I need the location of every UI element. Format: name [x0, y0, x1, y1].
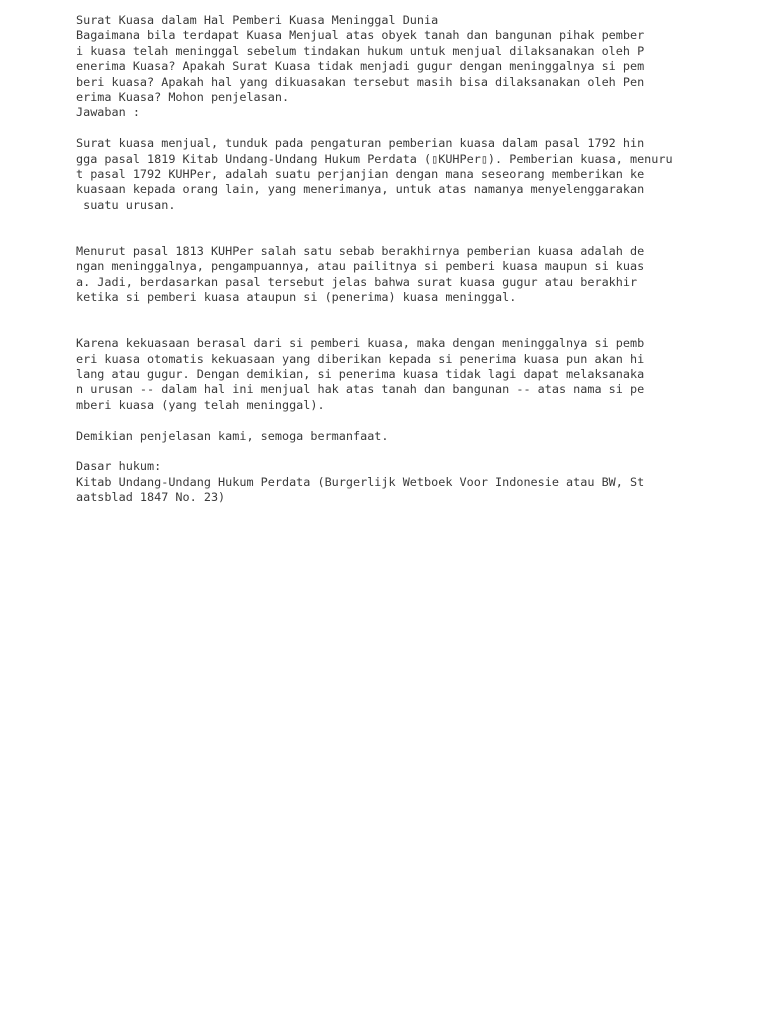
answer-paragraph-2	[76, 244, 716, 306]
paragraph-line: Surat kuasa menjual, tunduk pada pengaturan pemberian kuasa dalam pasal 1792 hin	[76, 136, 645, 151]
question-line: erima Kuasa? Mohon penjelasan.	[76, 89, 290, 104]
legal-basis-line: Kitab Undang-Undang Hukum Perdata (Burgerlijk Wetboek Voor Indonesie atau BW, St	[76, 474, 645, 489]
paragraph-line: eri kuasa otomatis kekuasaan yang diberikan kepada si penerima kuasa pun akan hi	[76, 351, 645, 366]
spacer	[76, 228, 716, 243]
answer-paragraph-1	[76, 136, 716, 213]
question-line: i kuasa telah meninggal sebelum tindakan hukum untuk menjual dilaksanakan oleh P	[76, 43, 645, 58]
paragraph-line: a. Jadi, berdasarkan pasal tersebut jelas bahwa surat kuasa gugur atau berakhir	[76, 274, 638, 289]
question-line: Bagaimana bila terdapat Kuasa Menjual atas obyek tanah dan bangunan pihak pember	[76, 28, 645, 43]
document-title: Surat Kuasa dalam Hal Pemberi Kuasa Meninggal Dunia	[76, 13, 439, 27]
closing-text: Demikian penjelasan kami, semoga bermanfaat.	[76, 428, 389, 443]
legal-basis	[76, 475, 716, 506]
legal-basis-line: aatsblad 1847 No. 23)	[76, 490, 226, 505]
spacer	[76, 413, 716, 428]
paragraph-line: t pasal 1792 KUHPer, adalah suatu perjanjian dengan mana seseorang memberikan ke	[76, 166, 645, 181]
answer-paragraph-3	[76, 336, 716, 413]
paragraph-line: suatu urusan.	[76, 197, 176, 212]
document-body	[76, 13, 716, 506]
spacer	[76, 121, 716, 136]
paragraph-line: lang atau gugur. Dengan demikian, si penerima kuasa tidak lagi dapat melaksanaka	[76, 366, 645, 381]
question-paragraph	[76, 28, 716, 105]
paragraph-line: n urusan -- dalam hal ini menjual hak atas tanah dan bangunan -- atas nama si pe	[76, 382, 645, 397]
paragraph-line: Menurut pasal 1813 KUHPer salah satu sebab berakhirnya pemberian kuasa adalah de	[76, 243, 645, 258]
legal-basis-label: Dasar hukum:	[76, 459, 162, 474]
paragraph-line: ngan meninggalnya, pengampuannya, atau pailitnya si pemberi kuasa maupun si kuas	[76, 259, 645, 274]
paragraph-line: kuasaan kepada orang lain, yang menerimanya, untuk atas namanya menyelenggarakan	[76, 182, 645, 197]
spacer	[76, 305, 716, 320]
paragraph-line: gga pasal 1819 Kitab Undang-Undang Hukum Perdata (▯KUHPer▯). Pemberian kuasa, menuru	[76, 151, 673, 166]
paragraph-line: Karena kekuasaan berasal dari si pemberi kuasa, maka dengan meninggalnya si pemb	[76, 336, 645, 351]
spacer	[76, 444, 716, 459]
answer-label: Jawaban :	[76, 105, 140, 120]
spacer	[76, 321, 716, 336]
spacer	[76, 213, 716, 228]
paragraph-line: ketika si pemberi kuasa ataupun si (penerima) kuasa meninggal.	[76, 290, 517, 305]
question-line: enerima Kuasa? Apakah Surat Kuasa tidak menjadi gugur dengan meninggalnya si pem	[76, 59, 645, 74]
question-line: beri kuasa? Apakah hal yang dikuasakan tersebut masih bisa dilaksanakan oleh Pen	[76, 74, 645, 89]
paragraph-line: mberi kuasa (yang telah meninggal).	[76, 397, 325, 412]
